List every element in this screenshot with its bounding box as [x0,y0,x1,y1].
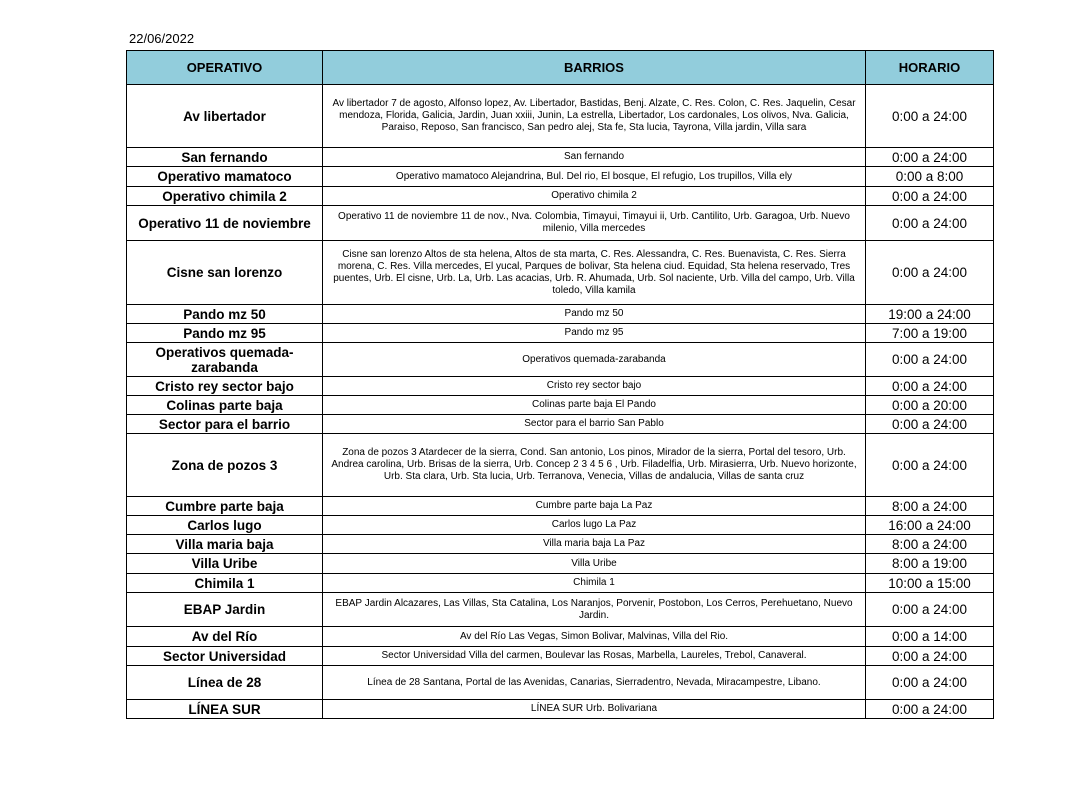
table-row [127,434,994,497]
horario-cell: 0:00 a 14:00 [866,627,994,647]
barrios-cell: Chimila 1 [323,574,866,593]
barrios-cell: LÍNEA SUR Urb. Bolivariana [323,700,866,719]
operativo-cell: Sector Universidad [127,647,323,666]
barrios-cell: Operativo mamatoco Alejandrina, Bul. Del rio, El bosque, El refugio, Los trupillos, Villa ely [323,167,866,187]
barrios-cell: Colinas parte baja El Pando [323,396,866,415]
header-barrios: BARRIOS [323,51,866,85]
table-row [127,415,994,434]
barrios-cell: Zona de pozos 3 Atardecer de la sierra, Cond. San antonio, Los pinos, Mirador de la sierra, Portal del tesoro, Urb. Andrea carolina, Urb. Brisas de la sierra, Urb. Concep 2 3 4 5 6 , Urb. Filadelfia, Urb. Mirasierra, Urb. Nuevo horizonte, Urb. Sta clara, Urb. Sta lucia, Urb. Terranova, Venecia, Villas de andalucia, Villas de santa cruz [323,434,866,497]
table-row [127,85,994,148]
operativo-cell: Cisne san lorenzo [127,241,323,305]
horario-cell: 16:00 a 24:00 [866,516,994,535]
horario-cell: 0:00 a 24:00 [866,700,994,719]
barrios-cell: Av libertador 7 de agosto, Alfonso lopez, Av. Libertador, Bastidas, Benj. Alzate, C. Res. Colon, C. Res. Jaquelin, Cesar mendoza, Florida, Galicia, Jardin, Juan xxiii, Junin, La estrella, Libertador, Los cardonales, Los olivos, Nva. Galicia, Paraiso, Reposo, San francisco, San pedro alej, Sta fe, Sta lucia, Tayrona, Villa jardin, Villa sara [323,85,866,148]
barrios-cell: Carlos lugo La Paz [323,516,866,535]
operativo-cell: Villa maria baja [127,535,323,554]
horario-cell: 19:00 a 24:00 [866,305,994,324]
table-row [127,574,994,593]
operativo-cell: EBAP Jardin [127,593,323,627]
header-horario: HORARIO [866,51,994,85]
table-row [127,377,994,396]
header-row [127,51,994,85]
table-row [127,396,994,415]
table-body [127,85,994,719]
barrios-cell: Cristo rey sector bajo [323,377,866,396]
horario-cell: 0:00 a 24:00 [866,343,994,377]
horario-cell: 0:00 a 24:00 [866,415,994,434]
operativo-cell: Cristo rey sector bajo [127,377,323,396]
operativo-cell: Carlos lugo [127,516,323,535]
barrios-cell: Cumbre parte baja La Paz [323,497,866,516]
operativo-cell: San fernando [127,148,323,167]
operativo-cell: Colinas parte baja [127,396,323,415]
operativo-cell: Av libertador [127,85,323,148]
document-date: 22/06/2022 [129,31,195,46]
barrios-cell: Pando mz 95 [323,324,866,343]
table-row [127,627,994,647]
operativo-cell: Operativo mamatoco [127,167,323,187]
barrios-cell: Villa maria baja La Paz [323,535,866,554]
operativo-cell: Chimila 1 [127,574,323,593]
operativo-cell: LÍNEA SUR [127,700,323,719]
horario-cell: 8:00 a 24:00 [866,535,994,554]
table-row [127,497,994,516]
horario-cell: 0:00 a 8:00 [866,167,994,187]
operativo-cell: Zona de pozos 3 [127,434,323,497]
horario-cell: 0:00 a 24:00 [866,206,994,241]
table-row [127,593,994,627]
table-row [127,206,994,241]
horario-cell: 0:00 a 24:00 [866,148,994,167]
horario-cell: 0:00 a 24:00 [866,85,994,148]
horario-cell: 8:00 a 19:00 [866,554,994,574]
horario-cell: 7:00 a 19:00 [866,324,994,343]
operativo-cell: Cumbre parte baja [127,497,323,516]
horario-cell: 10:00 a 15:00 [866,574,994,593]
table-row [127,148,994,167]
barrios-cell: Operativo 11 de noviembre 11 de nov., Nva. Colombia, Timayui, Timayui ii, Urb. Cantilito, Urb. Garagoa, Urb. Nuevo milenio, Villa mercedes [323,206,866,241]
horario-cell: 0:00 a 24:00 [866,187,994,206]
operativo-cell: Av del Río [127,627,323,647]
horario-cell: 0:00 a 24:00 [866,593,994,627]
horario-cell: 0:00 a 24:00 [866,241,994,305]
barrios-cell: Cisne san lorenzo Altos de sta helena, Altos de sta marta, C. Res. Alessandra, C. Res. Buenavista, C. Res. Sierra morena, C. Res. Villa mercedes, El yucal, Parques de bolivar, Sta helena ciud. Equidad, Sta helena reservado, Tres puentes, Urb. El cisne, Urb. La, Urb. Las acacias, Urb. R. Ahumada, Urb. Sol naciente, Urb. Villa del campo, Urb. Villa toledo, Villa kamila [323,241,866,305]
table-row [127,324,994,343]
horario-cell: 0:00 a 24:00 [866,647,994,666]
horario-cell: 0:00 a 20:00 [866,396,994,415]
barrios-cell: Pando mz 50 [323,305,866,324]
barrios-cell: Operativo chimila 2 [323,187,866,206]
operativo-cell: Villa Uribe [127,554,323,574]
operativo-cell: Operativo chimila 2 [127,187,323,206]
barrios-cell: Sector Universidad Villa del carmen, Boulevar las Rosas, Marbella, Laureles, Trebol, Canaveral. [323,647,866,666]
barrios-cell: Villa Uribe [323,554,866,574]
table-row [127,554,994,574]
table-row [127,241,994,305]
table-row [127,343,994,377]
header-operativo: OPERATIVO [127,51,323,85]
operativo-cell: Pando mz 50 [127,305,323,324]
operativo-cell: Operativos quemada-zarabanda [127,343,323,377]
table-row [127,535,994,554]
barrios-cell: Sector para el barrio San Pablo [323,415,866,434]
table-row [127,305,994,324]
operativo-cell: Sector para el barrio [127,415,323,434]
horario-cell: 0:00 a 24:00 [866,666,994,700]
operativo-cell: Línea de 28 [127,666,323,700]
barrios-cell: Operativos quemada-zarabanda [323,343,866,377]
horario-cell: 0:00 a 24:00 [866,377,994,396]
barrios-cell: Av del Río Las Vegas, Simon Bolivar, Malvinas, Villa del Rio. [323,627,866,647]
barrios-cell: Línea de 28 Santana, Portal de las Avenidas, Canarias, Sierradentro, Nevada, Miracampestre, Libano. [323,666,866,700]
schedule-table [126,50,994,719]
table-row [127,700,994,719]
operativo-cell: Pando mz 95 [127,324,323,343]
horario-cell: 0:00 a 24:00 [866,434,994,497]
operativo-cell: Operativo 11 de noviembre [127,206,323,241]
table-row [127,516,994,535]
table-row [127,647,994,666]
table-row [127,666,994,700]
table-row [127,187,994,206]
horario-cell: 8:00 a 24:00 [866,497,994,516]
barrios-cell: San fernando [323,148,866,167]
table-row [127,167,994,187]
barrios-cell: EBAP Jardin Alcazares, Las Villas, Sta Catalina, Los Naranjos, Porvenir, Postobon, Los Cerros, Perehuetano, Nuevo Jardin. [323,593,866,627]
